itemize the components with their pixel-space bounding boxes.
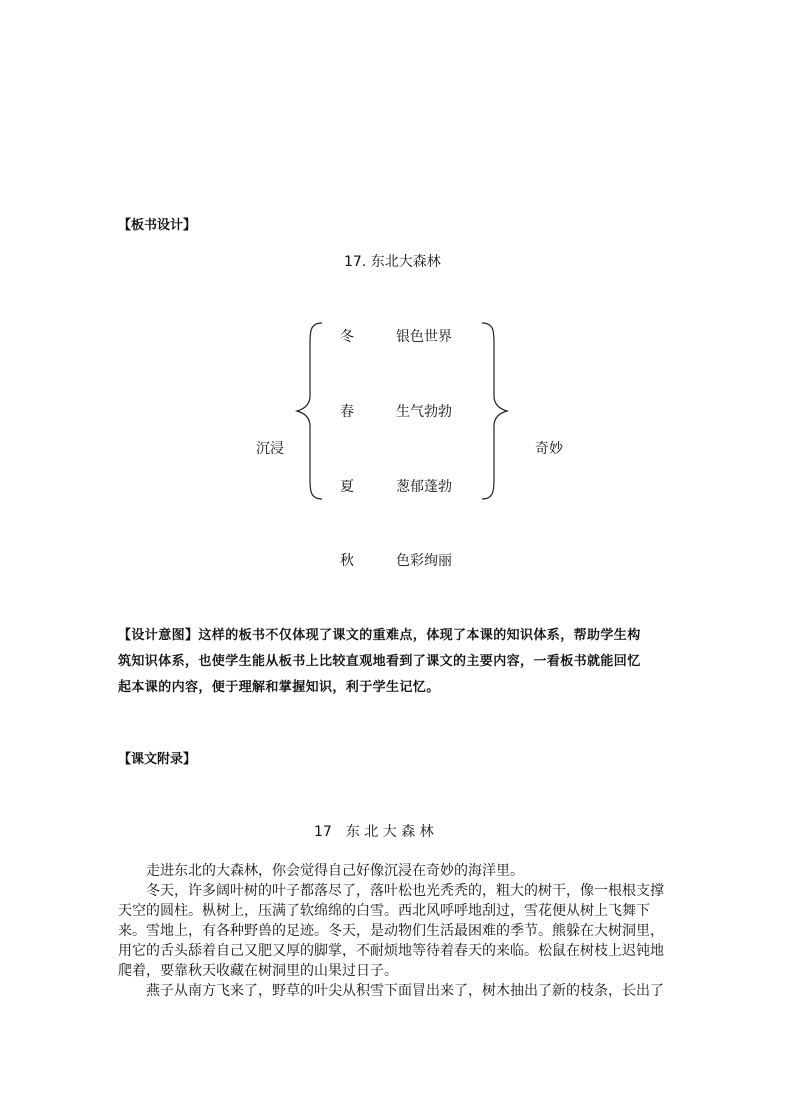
text-line: 走进东北的大森林，你会觉得自己好像沉浸在奇妙的海洋里。 bbox=[118, 863, 524, 879]
phrase-autumn: 色彩绚丽 bbox=[396, 553, 452, 569]
board-left-label: 沉浸 bbox=[256, 441, 284, 457]
left-brace bbox=[296, 322, 326, 500]
season-spring: 春 bbox=[340, 404, 354, 420]
board-section-header: 【板书设计】 bbox=[118, 218, 197, 233]
text-line: 爬着，要靠秋天收藏在树洞里的山果过日子。 bbox=[118, 963, 398, 979]
season-winter: 冬 bbox=[340, 329, 354, 345]
text-title: 17 东 北 大 森 林 bbox=[314, 824, 434, 840]
text-line: 燕子从南方飞来了，野草的叶尖从积雪下面冒出来了，树木抽出了新的枝条，长出了 bbox=[118, 983, 664, 999]
design-intent-line: 起本课的内容，便于理解和掌握知识，利于学生记忆。 bbox=[118, 680, 440, 695]
season-autumn: 秋 bbox=[340, 553, 354, 569]
design-intent-line: 【设计意图】这样的板书不仅体现了课文的重难点，体现了本课的知识体系，帮助学生构 bbox=[118, 628, 641, 643]
board-title: 17. 东北大森林 bbox=[344, 254, 441, 270]
text-line: 冬天，许多阔叶树的叶子都落尽了，落叶松也光秃秃的，粗大的树干，像一根根支撑 bbox=[118, 883, 664, 899]
text-line: 来。雪地上，有各种野兽的足迹。冬天，是动物们生活最困难的季节。熊躲在大树洞里， bbox=[118, 923, 664, 939]
phrase-summer: 葱郁蓬勃 bbox=[396, 479, 452, 495]
phrase-winter: 银色世界 bbox=[396, 329, 452, 345]
appendix-header: 【课文附录】 bbox=[118, 752, 197, 767]
season-summer: 夏 bbox=[340, 479, 354, 495]
phrase-spring: 生气勃勃 bbox=[396, 404, 452, 420]
design-intent-line: 筑知识体系，也使学生能从板书上比较直观地看到了课文的主要内容，一看板书就能回忆 bbox=[118, 654, 641, 669]
board-right-label: 奇妙 bbox=[535, 441, 563, 457]
design-intent bbox=[118, 623, 678, 701]
text-line: 天空的圆柱。枞树上，压满了软绵绵的白雪。西北风呼呼地刮过，雪花便从树上飞舞下 bbox=[118, 903, 650, 919]
right-brace bbox=[478, 322, 508, 500]
text-line: 用它的舌头舔着自己又肥又厚的脚掌，不耐烦地等待着春天的来临。松鼠在树枝上迟钝地 bbox=[118, 943, 664, 959]
text-body bbox=[118, 861, 678, 1001]
